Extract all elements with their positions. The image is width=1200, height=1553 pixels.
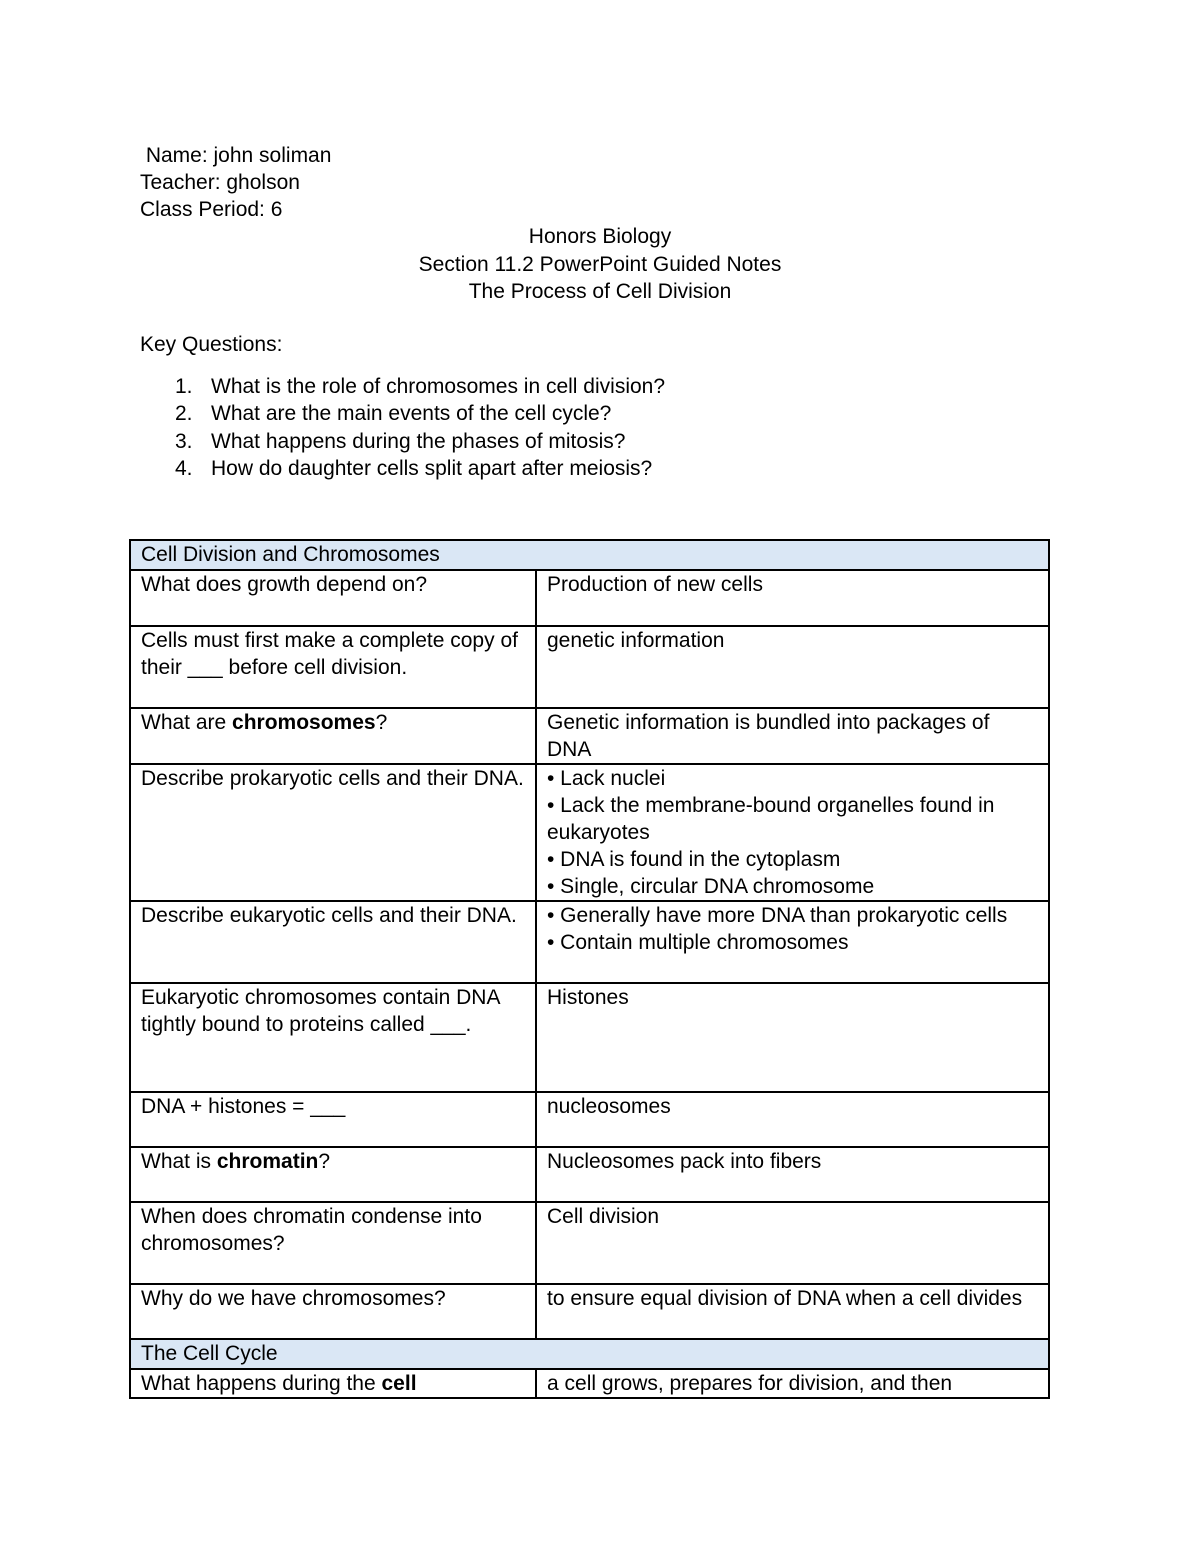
answer-cell: Histones xyxy=(536,983,1049,1092)
bold-term: chromosomes xyxy=(232,711,376,734)
table-row xyxy=(130,1147,1049,1202)
question-cell: When does chromatin condense into chromosomes? xyxy=(130,1202,536,1284)
table-row xyxy=(130,983,1049,1092)
answer-cell: nucleosomes xyxy=(536,1092,1049,1147)
course-title: Honors Biology xyxy=(528,225,672,248)
question-number: 1. xyxy=(175,375,193,398)
question-cell: What is chromatin? xyxy=(130,1147,536,1202)
name-line: Name: john soliman xyxy=(140,144,332,167)
answer-cell: genetic information xyxy=(536,626,1049,708)
student-info xyxy=(140,142,331,223)
answer-cell xyxy=(536,901,1049,983)
question-number: 2. xyxy=(175,402,193,426)
table-row xyxy=(130,626,1049,708)
answer-cell: to ensure equal division of DNA when a cell divides xyxy=(536,1284,1049,1339)
bullet-item: • DNA is found in the cytoplasm xyxy=(547,848,841,871)
section-title: Section 11.2 PowerPoint Guided Notes xyxy=(418,252,782,276)
question-number: 3. xyxy=(175,429,193,453)
table-row xyxy=(130,1202,1049,1284)
answer-cell xyxy=(536,764,1049,901)
document-titles xyxy=(0,223,1200,306)
key-questions-label: Key Questions: xyxy=(140,333,283,356)
table-row xyxy=(130,1369,1049,1398)
bold-term: cell xyxy=(381,1372,417,1395)
bullet-item: • Generally have more DNA than prokaryotic cells xyxy=(547,904,1008,927)
list-item xyxy=(140,373,665,400)
bullet-item: • Contain multiple chromosomes xyxy=(547,931,849,954)
list-item xyxy=(140,455,665,482)
question-text: What is the role of chromosomes in cell division? xyxy=(211,375,666,398)
answer-cell: Cell division xyxy=(536,1202,1049,1284)
table-row xyxy=(130,764,1049,901)
table-row xyxy=(130,570,1049,626)
table-row xyxy=(130,708,1049,764)
answer-cell: a cell grows, prepares for division, and then xyxy=(536,1369,1049,1398)
question-cell: Describe prokaryotic cells and their DNA. xyxy=(130,764,536,901)
question-cell: Describe eukaryotic cells and their DNA. xyxy=(130,901,536,983)
question-cell: What are chromosomes? xyxy=(130,708,536,764)
answer-cell: Genetic information is bundled into packages of DNA xyxy=(536,708,1049,764)
question-text: What happens during the phases of mitosis? xyxy=(211,429,626,453)
section-header-cell-cycle: The Cell Cycle xyxy=(130,1339,1049,1369)
topic-title: The Process of Cell Division xyxy=(468,280,732,303)
bullet-item: • Single, circular DNA chromosome xyxy=(547,875,875,898)
bullet-item: • Lack nuclei xyxy=(547,767,666,790)
answer-cell: Nucleosomes pack into fibers xyxy=(536,1147,1049,1202)
bold-term: chromatin xyxy=(216,1150,319,1173)
list-item xyxy=(140,400,665,427)
question-cell: What does growth depend on? xyxy=(130,570,536,626)
question-text: How do daughter cells split apart after meiosis? xyxy=(211,456,653,480)
list-item xyxy=(140,428,665,455)
answer-cell: Production of new cells xyxy=(536,570,1049,626)
question-cell: DNA + histones = ___ xyxy=(130,1092,536,1147)
question-text: What are the main events of the cell cycle? xyxy=(211,402,612,426)
table-row xyxy=(130,1284,1049,1339)
bullet-item: • Lack the membrane-bound organelles found in eukaryotes xyxy=(547,794,995,844)
question-cell: Eukaryotic chromosomes contain DNA tightly bound to proteins called ___. xyxy=(130,983,536,1092)
table-row xyxy=(130,1092,1049,1147)
notes-table xyxy=(129,539,1050,1399)
section-header-cell-division: Cell Division and Chromosomes xyxy=(130,540,1049,570)
class-period-line: Class Period: 6 xyxy=(140,198,283,221)
question-cell: What happens during the cell xyxy=(130,1369,536,1398)
question-cell: Cells must first make a complete copy of their ___ before cell division. xyxy=(130,626,536,708)
table-row xyxy=(130,901,1049,983)
question-cell: Why do we have chromosomes? xyxy=(130,1284,536,1339)
key-questions-list xyxy=(140,373,665,482)
question-number: 4. xyxy=(175,456,193,480)
teacher-line: Teacher: gholson xyxy=(140,171,300,194)
